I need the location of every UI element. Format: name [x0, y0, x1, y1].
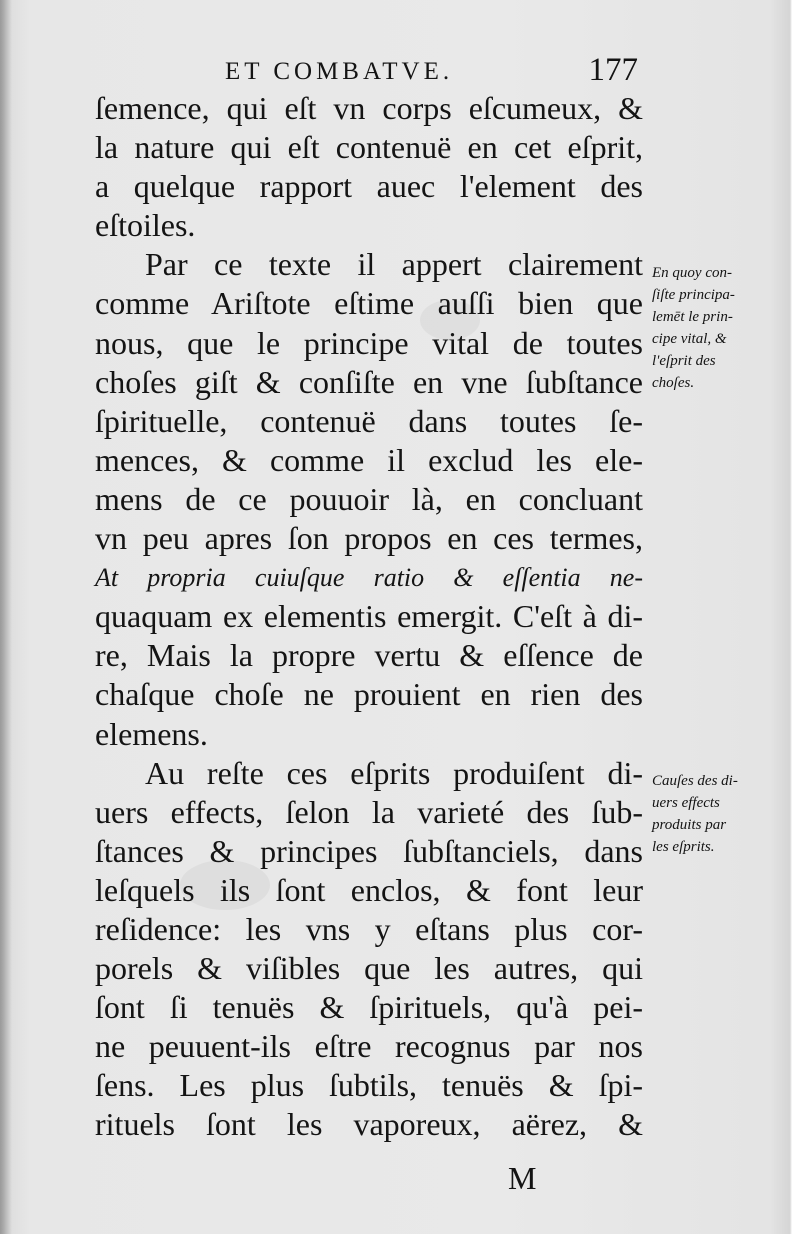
text-line: a quelque rapport auec l'element des: [95, 168, 643, 205]
text-line: quaquam ex elementis emergit. C'eſt à di-: [95, 598, 643, 635]
margin-note-line: l'eſprit des: [652, 353, 716, 369]
body-text: [95, 89, 643, 1145]
page-header: [95, 52, 640, 92]
margin-note: [652, 770, 792, 858]
text-line: comme Ariſtote eſtime auſſi bien que: [95, 285, 643, 322]
text-line: porels & viſibles que les autres, qui: [95, 950, 643, 987]
margin-note-line: lemēt le prin-: [652, 309, 733, 325]
text-line: mences, & comme il exclud les ele-: [95, 441, 643, 478]
margin-note-line: uers effects: [652, 795, 720, 811]
margin-note-line: les eſprits.: [652, 839, 715, 855]
text-line: Par ce texte il appert clairement: [145, 246, 643, 283]
margin-note-line: choſes.: [652, 375, 695, 391]
text-line: ſens. Les plus ſubtils, tenuës & ſpi-: [95, 1067, 643, 1104]
text-line: vn peu apres ſon propos en ces termes,: [95, 520, 643, 557]
margin-note-line: cipe vital, &: [652, 331, 727, 347]
text-line: mens de ce pouuoir là, en concluant: [95, 480, 643, 517]
text-line: eſtoiles.: [95, 207, 196, 244]
signature-mark: M: [508, 1160, 537, 1196]
text-line: ſemence, qui eſt vn corps eſcumeux, &: [95, 90, 643, 126]
text-line: re, Mais la propre vertu & eſſence de: [95, 637, 643, 674]
page-number: 177: [588, 52, 638, 88]
text-line: ſpirituelle, contenuë dans toutes ſe-: [95, 402, 643, 439]
text-line: la nature qui eſt contenuë en cet eſprit,: [95, 129, 643, 166]
text-line: uers effects, ſelon la varieté des ſub-: [95, 793, 643, 830]
running-head: ET COMBATVE.: [225, 58, 454, 85]
text-line: choſes giſt & conſiſte en vne ſubſtance: [95, 363, 643, 400]
text-line: rituels ſont les vaporeux, aërez, &: [95, 1106, 643, 1143]
margin-note-line: Cauſes des di-: [652, 773, 738, 789]
text-line: chaſque choſe ne prouient en rien des: [95, 676, 643, 713]
text-line: ſont ſi tenuës & ſpirituels, qu'à pei-: [95, 989, 643, 1026]
text-line: leſquels ils ſont enclos, & font leur: [95, 871, 643, 908]
text-line: ſtances & principes ſubſtanciels, dans: [95, 832, 643, 869]
text-line: reſidence: les vns y eſtans plus cor-: [95, 910, 643, 947]
text-line: At propria cuiuſque ratio & eſſentia ne-: [95, 563, 643, 593]
text-line: elemens.: [95, 715, 208, 752]
text-line: Au reſte ces eſprits produiſent di-: [145, 754, 643, 791]
margin-note-line: produits par: [652, 817, 727, 833]
margin-note: [652, 262, 792, 394]
margin-note-line: En quoy con-: [652, 265, 732, 281]
text-line: nous, que le principe vital de toutes: [95, 324, 643, 361]
margin-note-line: ſiſte principa-: [652, 287, 735, 303]
text-line: ne peuuent-ils eſtre recognus par nos: [95, 1028, 643, 1065]
